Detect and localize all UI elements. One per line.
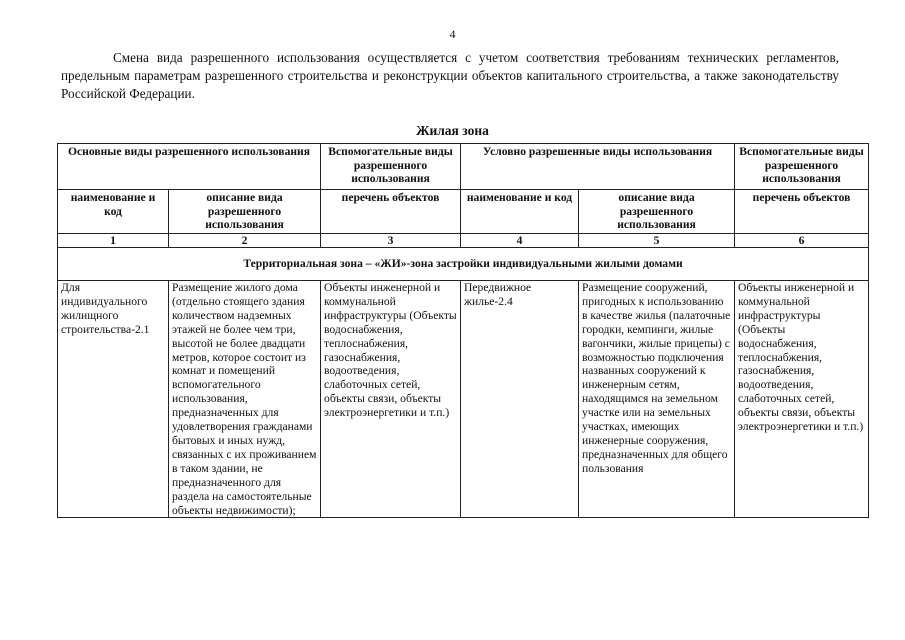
page-number: 4 (449, 27, 456, 41)
main-use-description: Размещение жилого дома (отдельно стоящего здания количеством надземных этажей не более чем три, высотой не более двадцати метров, которое состоит из комнат и помещений вспомогательного использования, предназначенных для удовлетворения гражданами бытовых и иных нужд, связанных с их проживанием в таком здании, не предназначенного для раздела на самостоятельные объекты недвижимости); (169, 281, 321, 518)
zone-row-title: Территориальная зона – «ЖИ»-зона застройки индивидуальными жилыми домами (58, 248, 869, 281)
column-number: 5 (579, 234, 735, 248)
intro-paragraph: Смена вида разрешенного использования осуществляется с учетом соответствия требованиям технических регламентов, предельным параметрам разрешенного строительства и реконструкции объектов капитального строительства, а также законодательству Российской Федерации. (61, 50, 839, 101)
subheader-description: описание вида разрешенного использования (169, 190, 321, 234)
subheader-name-code: наименование и код (58, 190, 169, 234)
cond-aux-objects-list: Объекты инженерной и коммунальной инфраструктуры (Объекты водоснабжения, теплоснабжения, газоснабжения, водоотведения, слаботочных сетей, объекты связи, объекты электроэнергетики и т.п.) (735, 281, 869, 518)
subheader-cond-name-code: наименование и код (461, 190, 579, 234)
header-aux-main-uses: Вспомогательные виды разрешенного использования (321, 144, 461, 190)
column-number: 1 (58, 234, 169, 248)
group-header-row (58, 144, 869, 190)
conditional-use-description: Размещение сооружений, пригодных к использованию в качестве жилья (палаточные городки, кемпинги, жилые вагончики, жилые прицепы) с возможностью подключения названных сооружений к инженерным сетям, находящимся на земельном участке или на земельных участках, имеющих инженерные сооружения, предназначенных для общего пользования (579, 281, 735, 518)
column-number: 2 (169, 234, 321, 248)
header-conditional-uses: Условно разрешенные виды использования (461, 144, 735, 190)
conditional-use-name: Передвижное жилье-2.4 (461, 281, 579, 518)
subheader-cond-objects-list: перечень объектов (735, 190, 869, 234)
zone-title: Жилая зона (416, 123, 489, 138)
header-aux-conditional-uses: Вспомогательные виды разрешенного использования (735, 144, 869, 190)
land-use-table (57, 143, 869, 518)
sub-header-row (58, 190, 869, 234)
column-number-row (58, 234, 869, 248)
zone-row (58, 248, 869, 281)
column-number: 3 (321, 234, 461, 248)
subheader-objects-list: перечень объектов (321, 190, 461, 234)
header-main-uses: Основные виды разрешенного использования (58, 144, 321, 190)
column-number: 6 (735, 234, 869, 248)
subheader-cond-description: описание вида разрешенного использования (579, 190, 735, 234)
column-number: 4 (461, 234, 579, 248)
aux-objects-list: Объекты инженерной и коммунальной инфраструктуры (Объекты водоснабжения, теплоснабжения, газоснабжения, водоотведения, слаботочных сетей, объекты связи, объекты электроэнергетики и т.п.) (321, 281, 461, 518)
main-use-name: Для индивидуального жилищного строительства-2.1 (58, 281, 169, 518)
table-row (58, 281, 869, 518)
